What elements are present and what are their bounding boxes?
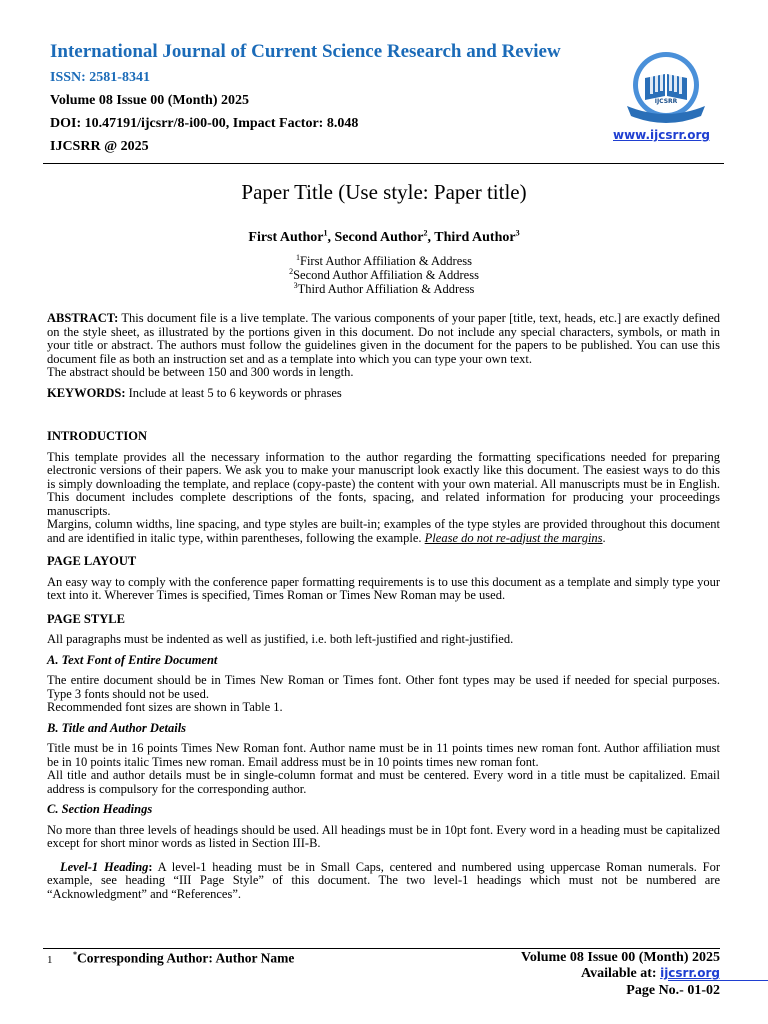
footer-link-underline [668,980,768,981]
introduction-end: . [602,530,606,545]
journal-title: International Journal of Current Science Research and Review [50,41,561,62]
author-superscript: 2 [423,228,428,238]
volume-info: Volume 08 Issue 00 (Month) 2025 [50,93,249,108]
footer-website-link[interactable]: ijcsrr.org [660,966,720,980]
author-name: First Author [248,230,324,245]
introduction-text: Margins, column widths, line spacing, and type styles are built-in; examples of the type styles are provided throughout this document and are identified in italic type, within parentheses, following the example. [47,517,720,545]
level1-heading-paragraph [47,861,720,902]
abstract-length-note: The abstract should be between 150 and 300 words in length. [47,365,354,379]
footer-volume: Volume 08 Issue 00 (Month) 2025 [521,950,720,965]
introduction-paragraph: This template provides all the necessary information to the author regarding the formatting specifications needed for preparing electronic versions of their papers. We ask you to make your manuscript look exactly like this document. The easiest ways to do this is simply downloading the template, and replace (copy-paste) the content with your own material. All manuscripts must be in English. This document includes complete descriptions of the fonts, spacing, and related information for producing your proceedings manuscripts. [47,449,720,518]
corresponding-author [73,950,294,967]
introduction-paragraph [47,518,720,545]
page-layout-paragraph: An easy way to comply with the conference paper formatting requirements is to use this document as a template and simply type your text into it. Wherever Times is specified, Times Roman or Times New Roman may be used. [47,574,720,602]
issn: ISSN: 2581-8341 [50,70,150,85]
affiliation [0,254,768,269]
author-name: Second Author [334,230,424,245]
author-superscript: 1 [323,228,328,238]
level1-heading-colon: : [148,859,153,874]
affiliation-text: First Author Affiliation & Address [300,254,472,268]
footer-divider [43,948,720,949]
page-number: 1 [47,954,53,966]
corresponding-author-text: Corresponding Author: Author Name [77,950,295,966]
level1-heading-text: A level-1 heading must be in Small Caps, centered and numbered using uppercase Roman numerals. For example, see heading “III Page Style” of this document. The two level-1 headings which must not be numbered are “Acknowledgment” and “References”. [47,859,720,901]
footer-page-no: Page No.- 01-02 [626,983,720,998]
affiliation [0,282,768,297]
level1-heading-label: Level-1 Heading [60,859,149,874]
corresponding-superscript: * [73,950,77,959]
copyright-info: IJCSRR @ 2025 [50,139,149,154]
journal-website-link[interactable]: www.ijcsrr.org [613,128,710,142]
page-layout-heading: PAGE LAYOUT [47,554,137,568]
keywords-label: KEYWORDS: [47,385,126,400]
page-style-paragraph: All paragraphs must be indented as well as justified, i.e. both left-justified and right-justified. [47,632,514,646]
doi-info: DOI: 10.47191/ijcsrr/8-i00-00, Impact Factor: 8.048 [50,116,359,131]
margin-emphasis: Please do not re-adjust the margins [424,530,603,545]
paper-title: Paper Title (Use style: Paper title) [241,180,527,204]
subsection-heading-c: C. Section Headings [47,802,153,816]
subsection-heading-a: A. Text Font of Entire Document [47,652,218,667]
affiliation-superscript: 3 [293,280,298,290]
subsection-heading-b: B. Title and Author Details [47,720,187,735]
introduction-heading: INTRODUCTION [47,429,148,443]
page-style-heading: PAGE STYLE [47,611,125,626]
abstract-text: This document file is a live template. The various components of your paper [title, text, heads, etc.] are exactly defined on the style sheet, as illustrated by the portions given in this document. Do not include any special characters, symbols, or math in your title or abstract. The authors must follow the guidelines given in the document for the papers to be published. You can use this document file as both an instruction set and as a template into which you can type your own text. [47,311,720,366]
affiliation [0,268,768,283]
subsection-paragraph: Title must be in 16 points Times New Roman font. Author name must be in 11 points times new roman font. Author affiliation must be in 10 points italic Times new roman. Email address must be in 10 points times new roman font. [47,741,720,769]
affiliation-superscript: 1 [296,252,300,262]
affiliation-superscript: 2 [289,266,294,276]
paper-body [47,312,720,901]
affiliation-text: Second Author Affiliation & Address [293,268,479,282]
available-label: Available at: [581,966,661,981]
keywords-paragraph [47,387,720,401]
journal-logo-icon [621,48,711,126]
abstract-paragraph [47,312,720,366]
subsection-paragraph: No more than three levels of headings should be used. All headings must be in 10pt font. Every word in a heading must be capitalized except for short minor words as listed in Section III-B. [47,822,720,850]
author-name: Third Author [434,230,516,245]
subsection-paragraph: The entire document should be in Times New Roman or Times font. Other font types may be used if needed for special purposes. Type 3 fonts should not be used. [47,673,720,701]
logo-text: IJCSRR [654,98,678,105]
author-superscript: 3 [515,228,520,238]
affiliation-text: Third Author Affiliation & Address [297,282,475,296]
subsection-paragraph: Recommended font sizes are shown in Table 1. [47,700,283,714]
author-list: First Author$^1$, Second Author$^2$, Third Author$^3$ [248,228,520,245]
abstract-label: ABSTRACT: [47,311,119,325]
journal-header [43,40,724,164]
subsection-paragraph: All title and author details must be in single-column format and must be centered. Every word in a title must be capitalized. Email address is compulsory for the corresponding author. [47,768,720,796]
keywords-text: Include at least 5 to 6 keywords or phrases [125,385,342,400]
